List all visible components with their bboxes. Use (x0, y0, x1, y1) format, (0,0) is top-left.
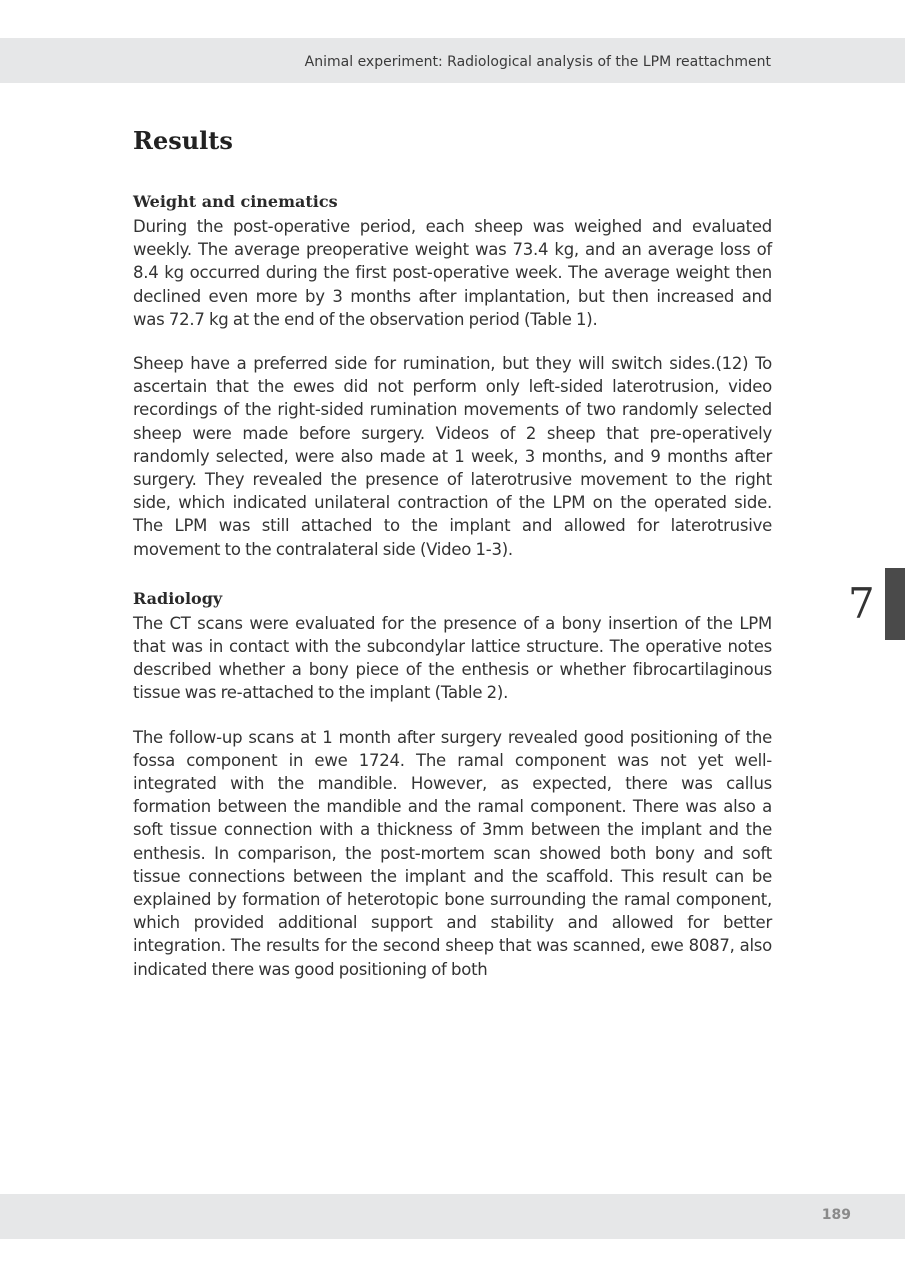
chapter-tab (885, 568, 905, 640)
footer-band (0, 1194, 905, 1239)
paragraph-spacer (133, 331, 772, 352)
paragraph-spacer (133, 705, 772, 726)
paragraph: Sheep have a preferred side for rumination, but they will switch sides.(12) To ascertain that the ewes did not perform only left-sided laterotrusion, video recordings of the right-sided rumination movements of two randomly selected sheep were made before surgery. Videos of 2 sheep that pre-operatively randomly selected, were also made at 1 week, 3 months, and 9 months after surgery. They revealed the presence of laterotrusive movement to the right side, which indicated unilateral contraction of the LPM on the operated side. The LPM was still attached to the implant and allowed for laterotrusive movement to the contralateral side (Video 1-3). (133, 354, 772, 559)
section-spacer (133, 561, 772, 586)
chapter-number: 7 (848, 579, 875, 628)
running-head: Animal experiment: Radiological analysis of the LPM reattachment (304, 54, 771, 70)
paragraph: During the post-operative period, each sheep was weighed and evaluated weekly. The average preoperative weight was 73.4 kg, and an average loss of 8.4 kg occurred during the first post-operative week. The average weight then declined even more by 3 months after implantation, but then increased and was 72.7 kg at the end of the observation period (Table 1). (133, 217, 772, 329)
subsection-heading-radiology: Radiology (133, 588, 223, 608)
page-number: 189 (821, 1207, 851, 1223)
subsection-heading-weight-cinematics: Weight and cinematics (133, 192, 338, 211)
paragraph: The follow-up scans at 1 month after surgery revealed good positioning of the fossa component in ewe 1724. The ramal component was not yet well-integrated with the mandible. However, as expected, there was callus formation between the mandible and the ramal component. There was also a soft tissue connection with a thickness of 3mm between the implant and the enthesis. In comparison, the post-mortem scan showed both bony and soft tissue connections between the implant and the scaffold. This result can be explained by formation of heterotopic bone surrounding the ramal component, which provided additional support and stability and allowed for better integration. The results for the second sheep that was scanned, ewe 8087, also indicated there was good positioning of both (133, 727, 772, 979)
paragraph: The CT scans were evaluated for the presence of a bony insertion of the LPM that was in contact with the subcondylar lattice structure. The operative notes described whether a bony piece of the enthesis or whether fibrocartilaginous tissue was re-attached to the implant (Table 2). (133, 613, 772, 703)
section-title: Results (133, 126, 233, 155)
body-text (133, 189, 772, 981)
